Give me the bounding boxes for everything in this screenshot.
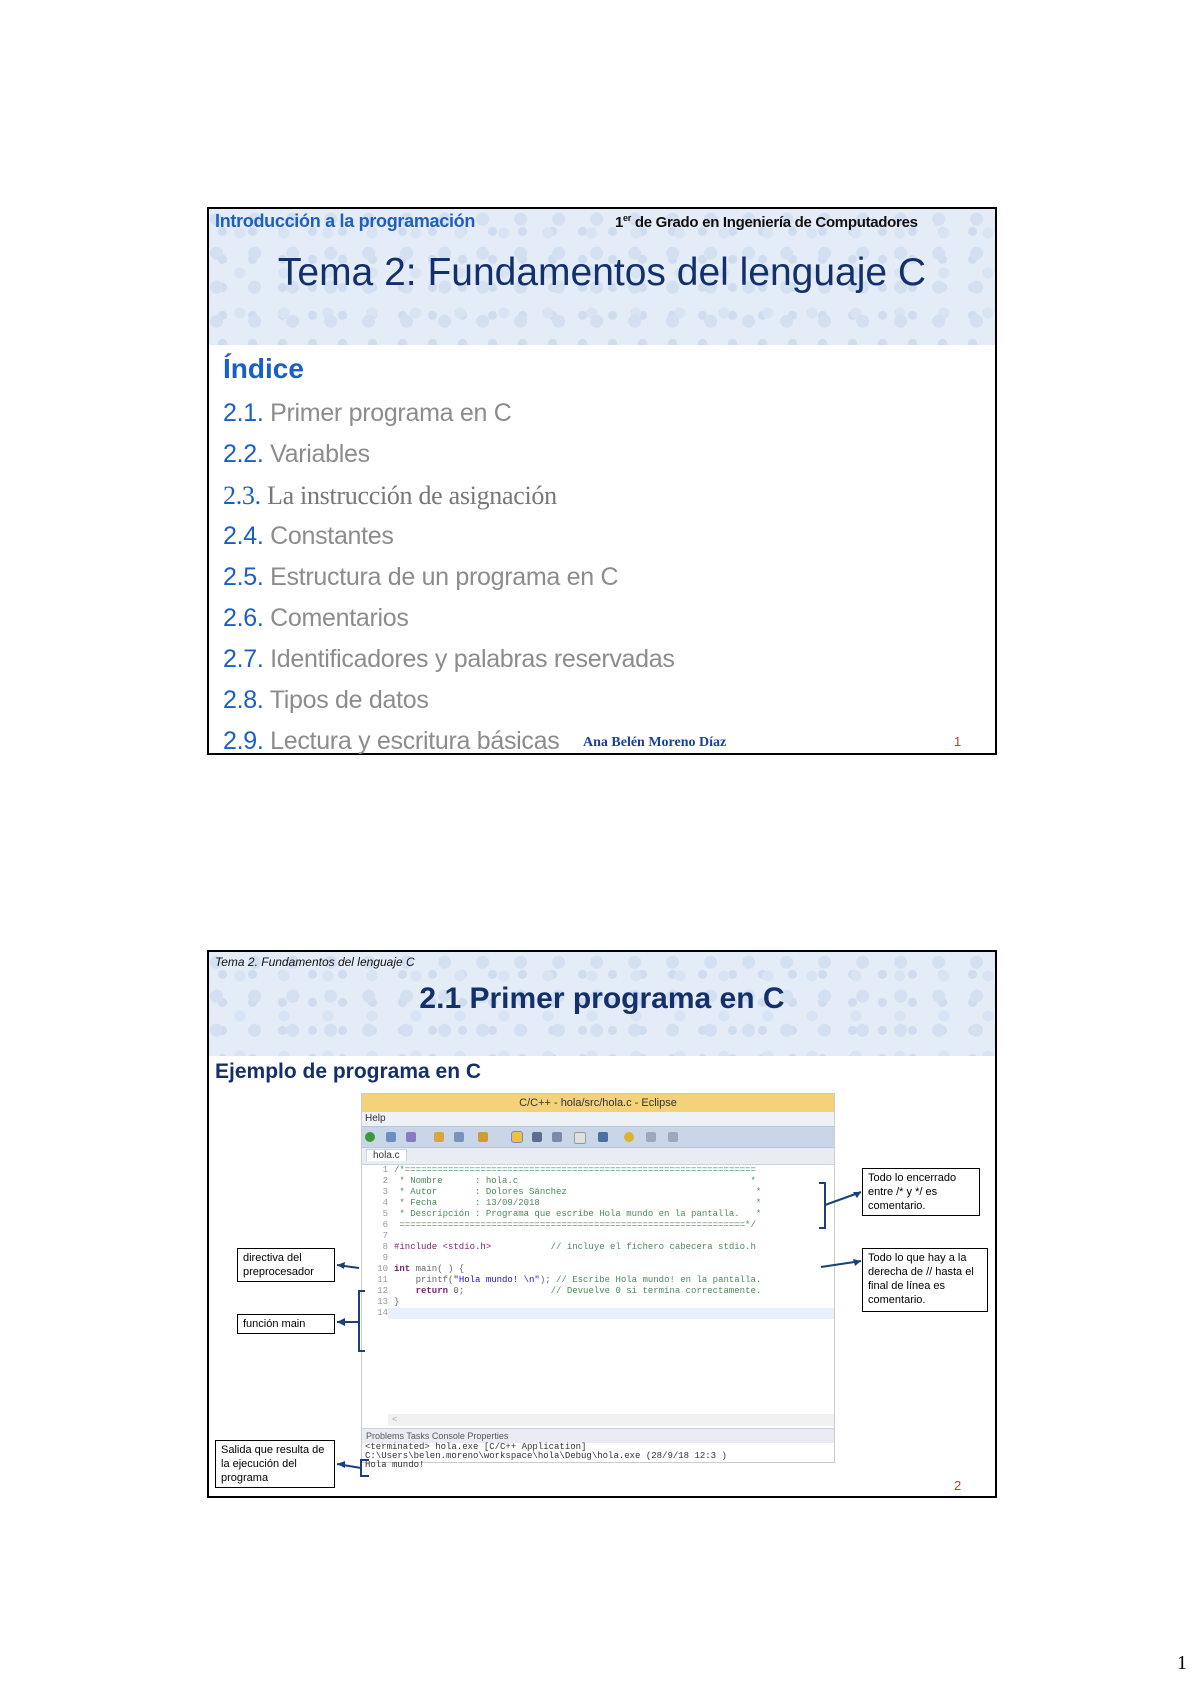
course-name: Introducción a la programación	[215, 211, 476, 231]
arrowhead-icon	[337, 1318, 345, 1326]
toc-item: 2.4. Constantes	[223, 522, 394, 550]
toc-item: 2.5. Estructura de un programa en C	[223, 563, 619, 591]
line-numbers: 1 2 3 4 5 6 7 8 9 10 11 12 13 14	[377, 1165, 388, 1318]
slide-1	[207, 207, 997, 755]
degree-name	[615, 213, 918, 231]
code-line: * Autor : Dolores Sánchez *	[394, 1187, 762, 1197]
toc-item: 2.1. Primer programa en C	[223, 399, 512, 427]
console-status: <terminated> hola.exe [C/C++ Application] C:\Users\belen.moreno\workspace\hola\Debug\hola.exe (28/9/18 12:3 )	[365, 1442, 727, 1461]
degree-text: de Grado en Ingeniería de Computadores	[630, 214, 918, 231]
page-number: 1	[1177, 1652, 1187, 1674]
author-name: Ana Belén Moreno Díaz	[583, 735, 727, 750]
slide-number: 1	[954, 734, 962, 749]
bracket-output	[361, 1460, 369, 1476]
code-line: * Fecha : 13/09/2018 *	[394, 1198, 762, 1208]
tab-hola-c: hola.c	[366, 1149, 407, 1161]
slide-subtitle: Ejemplo de programa en C	[215, 1060, 482, 1083]
arrowhead-icon	[337, 1461, 345, 1468]
callout-arrows	[209, 952, 999, 1500]
code-line: ================================================================*/	[394, 1220, 756, 1230]
toc-item: 2.8. Tipos de datos	[223, 686, 429, 714]
code-line: * Descripción : Programa que escribe Hola mundo en la pantalla. *	[394, 1209, 762, 1219]
bracket-comment-block	[819, 1183, 825, 1228]
console-output: Hola mundo!	[365, 1460, 425, 1470]
slide-header-text: Tema 2. Fundamentos del lenguaje C	[215, 955, 415, 969]
toc-item: 2.3. La instrucción de asignación	[223, 481, 557, 510]
degree-ordinal-sup: er	[623, 213, 631, 223]
ide-window-title: C/C++ - hola/src/hola.c - Eclipse	[362, 1094, 834, 1112]
code-line: return 0; // Devuelve 0 si termina correctamente.	[394, 1286, 762, 1296]
toc-item: 2.7. Identificadores y palabras reservadas	[223, 645, 675, 673]
toc-item: 2.9. Lectura y escritura básicas	[223, 727, 560, 755]
slide-2	[207, 950, 997, 1498]
arrowhead-icon	[853, 1259, 861, 1266]
toc-item: 2.6. Comentarios	[223, 604, 409, 632]
horizontal-scrollbar: <	[388, 1414, 834, 1426]
table-of-contents	[223, 393, 675, 762]
note-preprocessor: directiva del preprocesador	[237, 1248, 335, 1282]
code-line: * Nombre : hola.c *	[394, 1176, 756, 1186]
code-line: /*=================================================================	[394, 1165, 756, 1175]
slide-number: 2	[954, 1478, 962, 1493]
degree-ordinal: 1	[615, 214, 624, 231]
slide-title: 2.1 Primer programa en C	[419, 982, 785, 1015]
toc-item: 2.2. Variables	[223, 440, 370, 468]
note-output: Salida que resulta de la ejecución del programa	[215, 1440, 335, 1488]
code-line: int main( ) {	[394, 1264, 465, 1274]
slide-title: Tema 2: Fundamentos del lenguaje C	[277, 251, 927, 294]
ide-bottom-tabs: Problems Tasks Console Properties	[362, 1428, 834, 1443]
code-line: printf("Hola mundo! \n"); // Escribe Hola mundo! en la pantalla.	[394, 1275, 762, 1285]
arrowhead-icon	[337, 1262, 345, 1269]
note-main-function: función main	[237, 1314, 335, 1334]
index-heading: Índice	[223, 353, 304, 384]
ide-menu-bar: Help	[362, 1112, 834, 1126]
code-line: }	[394, 1297, 400, 1307]
bracket-main	[359, 1291, 365, 1351]
code-line: #include <stdio.h> // incluye el fichero cabecera stdio.h	[394, 1242, 756, 1252]
note-line-comment: Todo lo que hay a la derecha de // hasta el final de línea es comentario.	[862, 1248, 988, 1312]
note-multiline-comment: Todo lo encerrado entre /* y */ es comentario.	[862, 1168, 980, 1216]
